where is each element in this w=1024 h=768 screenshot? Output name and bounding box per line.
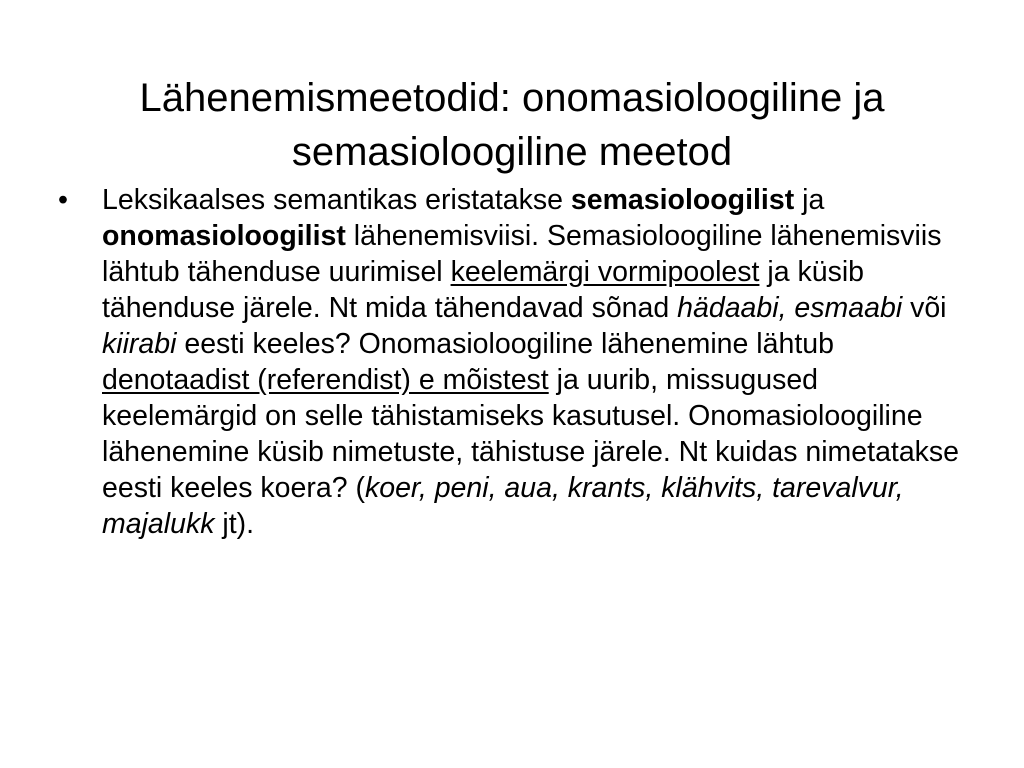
paragraph: [102, 184, 959, 540]
text-run: ja uurib, missugused keelemärgid on selle tähistamiseks kasutusel. Onomasioloogiline lähenemine küsib nimetuste, tähistuse järele. Nt kuidas nimetatakse eesti keeles koera? (: [102, 364, 960, 504]
text-run: ja küsib tähenduse järele. Nt mida tähendavad sõnad: [102, 256, 865, 324]
bullet-list: [58, 182, 978, 542]
bullet-icon: •: [58, 184, 68, 216]
underlined-phrase-form-side: keelemärgi vormipoolest: [450, 256, 760, 288]
title-line-2: semasioloogiline meetod: [291, 129, 733, 174]
term-onomasiological: onomasioloogilist: [102, 220, 346, 252]
text-run: eesti keeles? Onomasioloogiline lähenemine lähtub: [176, 328, 834, 360]
underlined-phrase-denotation: denotaadist (referendist) e mõistest: [102, 364, 549, 396]
text-run: ja: [794, 184, 825, 216]
example-words-dog: koer, peni, aua, krants, klähvits, tarevalvur, majalukk: [102, 472, 904, 540]
title-line-1: Lähenemismeetodid: onomasioloogiline ja: [139, 75, 885, 120]
example-words-1: hädaabi, esmaabi: [677, 292, 903, 324]
slide-title: [40, 71, 984, 179]
text-run: Leksikaalses semantikas eristatakse: [102, 184, 571, 216]
text-run: lähenemisviisi. Semasioloogiline lähenemisviis lähtub tähenduse uurimisel: [102, 220, 942, 288]
example-words-2: kiirabi: [102, 328, 177, 360]
term-semasiological: semasioloogilist: [570, 184, 795, 216]
bullet-item: [58, 182, 978, 542]
text-run: või: [902, 292, 947, 324]
text-run: jt).: [214, 508, 255, 540]
